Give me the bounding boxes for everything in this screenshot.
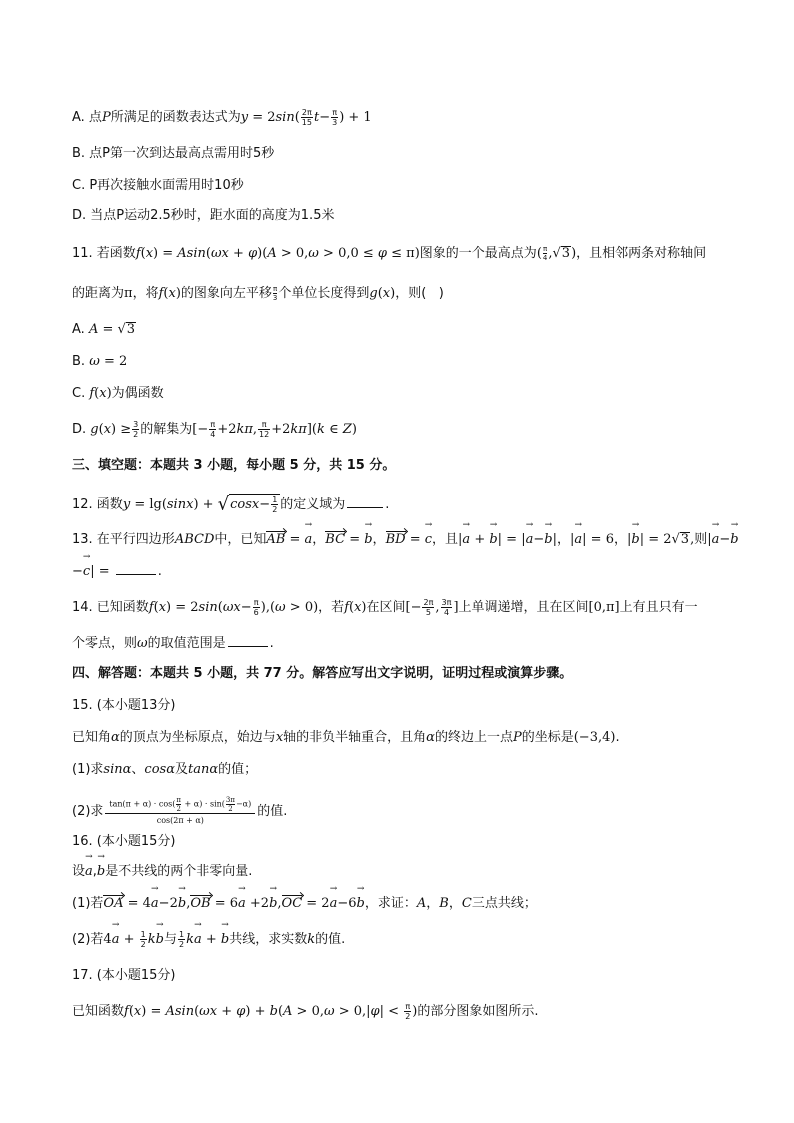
option-10c: C. P再次接触水面需用时10秒 — [72, 178, 244, 193]
question-13-cont: −→ c| = . — [72, 562, 734, 582]
question-17-stem: 已知函数f(x) = Asin(ωx + φ) + b(A > 0,ω > 0,|φ| < $\frac{\pi}{2}$ )的部分图象如图所示. — [72, 1002, 539, 1021]
question-15-title: 15. (本小题13分) — [72, 698, 176, 713]
question-15-part1: (1)求sinα、cosα及tanα的值； — [72, 762, 258, 777]
section-4-heading: 四、解答题：本题共 5 小题，共 77 分。解答应写出文字说明，证明过程或演算步骤。 — [72, 666, 573, 681]
question-15-part2: (2)求 tan(π + α) · cos( $\frac{\pi}{2}$ + α) · sin( $\frac{3\pi}{2}$ −α) cos(2π + α) 的值. — [72, 796, 288, 825]
option-10a: A. 点P所满足的函数表达式为y = 2sin( $\frac{2\pi}{15}$ t− $\frac{\pi}{3}$ ) + 1 — [72, 108, 372, 127]
question-11: 11. 若函数f(x) = Asin(ωx + φ)(A > 0,ω > 0,0 ≤ φ ≤ π)图象的一个最高点为( $\frac{\pi}{4}$ ,√3)，且相邻两条对称轴间 — [72, 245, 707, 262]
question-14-cont: 个零点，则ω的取值范围是 . — [72, 636, 274, 651]
question-13: 13. 在平行四边形ABCD中，已知AB = → a，BC = → b，BD = → c，且|→ a + → b| = |→ a−→ b|，|→ a| = 6，|→ b| = 2√3,则|→ a−→ b — [72, 530, 734, 550]
option-11a: A. A = √3 — [72, 322, 136, 337]
option-11b: B. ω = 2 — [72, 354, 128, 369]
option-11d: D. g(x) ≥ $\frac{3}{2}$ 的解集为[− $\frac{\pi}{4}$ +2kπ, $\frac{\pi}{12}$ +2kπ](k ∈ Z) — [72, 420, 357, 439]
question-17-title: 17. (本小题15分) — [72, 968, 176, 983]
question-14: 14. 已知函数f(x) = 2sin(ωx− $\frac{\pi}{6}$ ),(ω > 0)，若f(x)在区间[− $\frac{2\pi}{5}$ , $\frac{3\pi}{4}$ ]上单调递增，且在区间[0,π]上有且只有一 — [72, 598, 698, 617]
option-10b: B. 点P第一次到达最高点需用时5秒 — [72, 146, 275, 161]
question-12: 12. 函数y = lg(sinx) + √cosx− $\frac{1}{2}$ 的定义域为 . — [72, 493, 390, 515]
question-16-title: 16. (本小题15分) — [72, 834, 176, 849]
question-16-stem: 设→ a,→ b是不共线的两个非零向量. — [72, 862, 734, 882]
question-16-part1: (1)若OA = 4→ a−2→ b,OB = 6→ a +2→ b,OC = 2→ a−6→ b，求证：A，B，C三点共线； — [72, 894, 734, 914]
option-10d: D. 当点P运动2.5秒时，距水面的高度为1.5米 — [72, 208, 335, 223]
question-15-stem: 已知角α的顶点为坐标原点，始边与x轴的非负半轴重合，且角α的终边上一点P的坐标是(−3,4). — [72, 730, 620, 745]
option-11c: C. f(x)为偶函数 — [72, 386, 164, 401]
question-11-cont: 的距离为π，将f(x)的图象向左平移 $\frac{\pi}{3}$ 个单位长度得到g(x)，则( ) — [72, 285, 444, 302]
question-16-part2: (2)若4→ a + $\frac{1}{2}$ k→ b与 $\frac{1}{2}$ k→ a + → b共线，求实数k的值. — [72, 930, 734, 950]
section-3-heading: 三、填空题：本题共 3 小题，每小题 5 分，共 15 分。 — [72, 458, 396, 473]
